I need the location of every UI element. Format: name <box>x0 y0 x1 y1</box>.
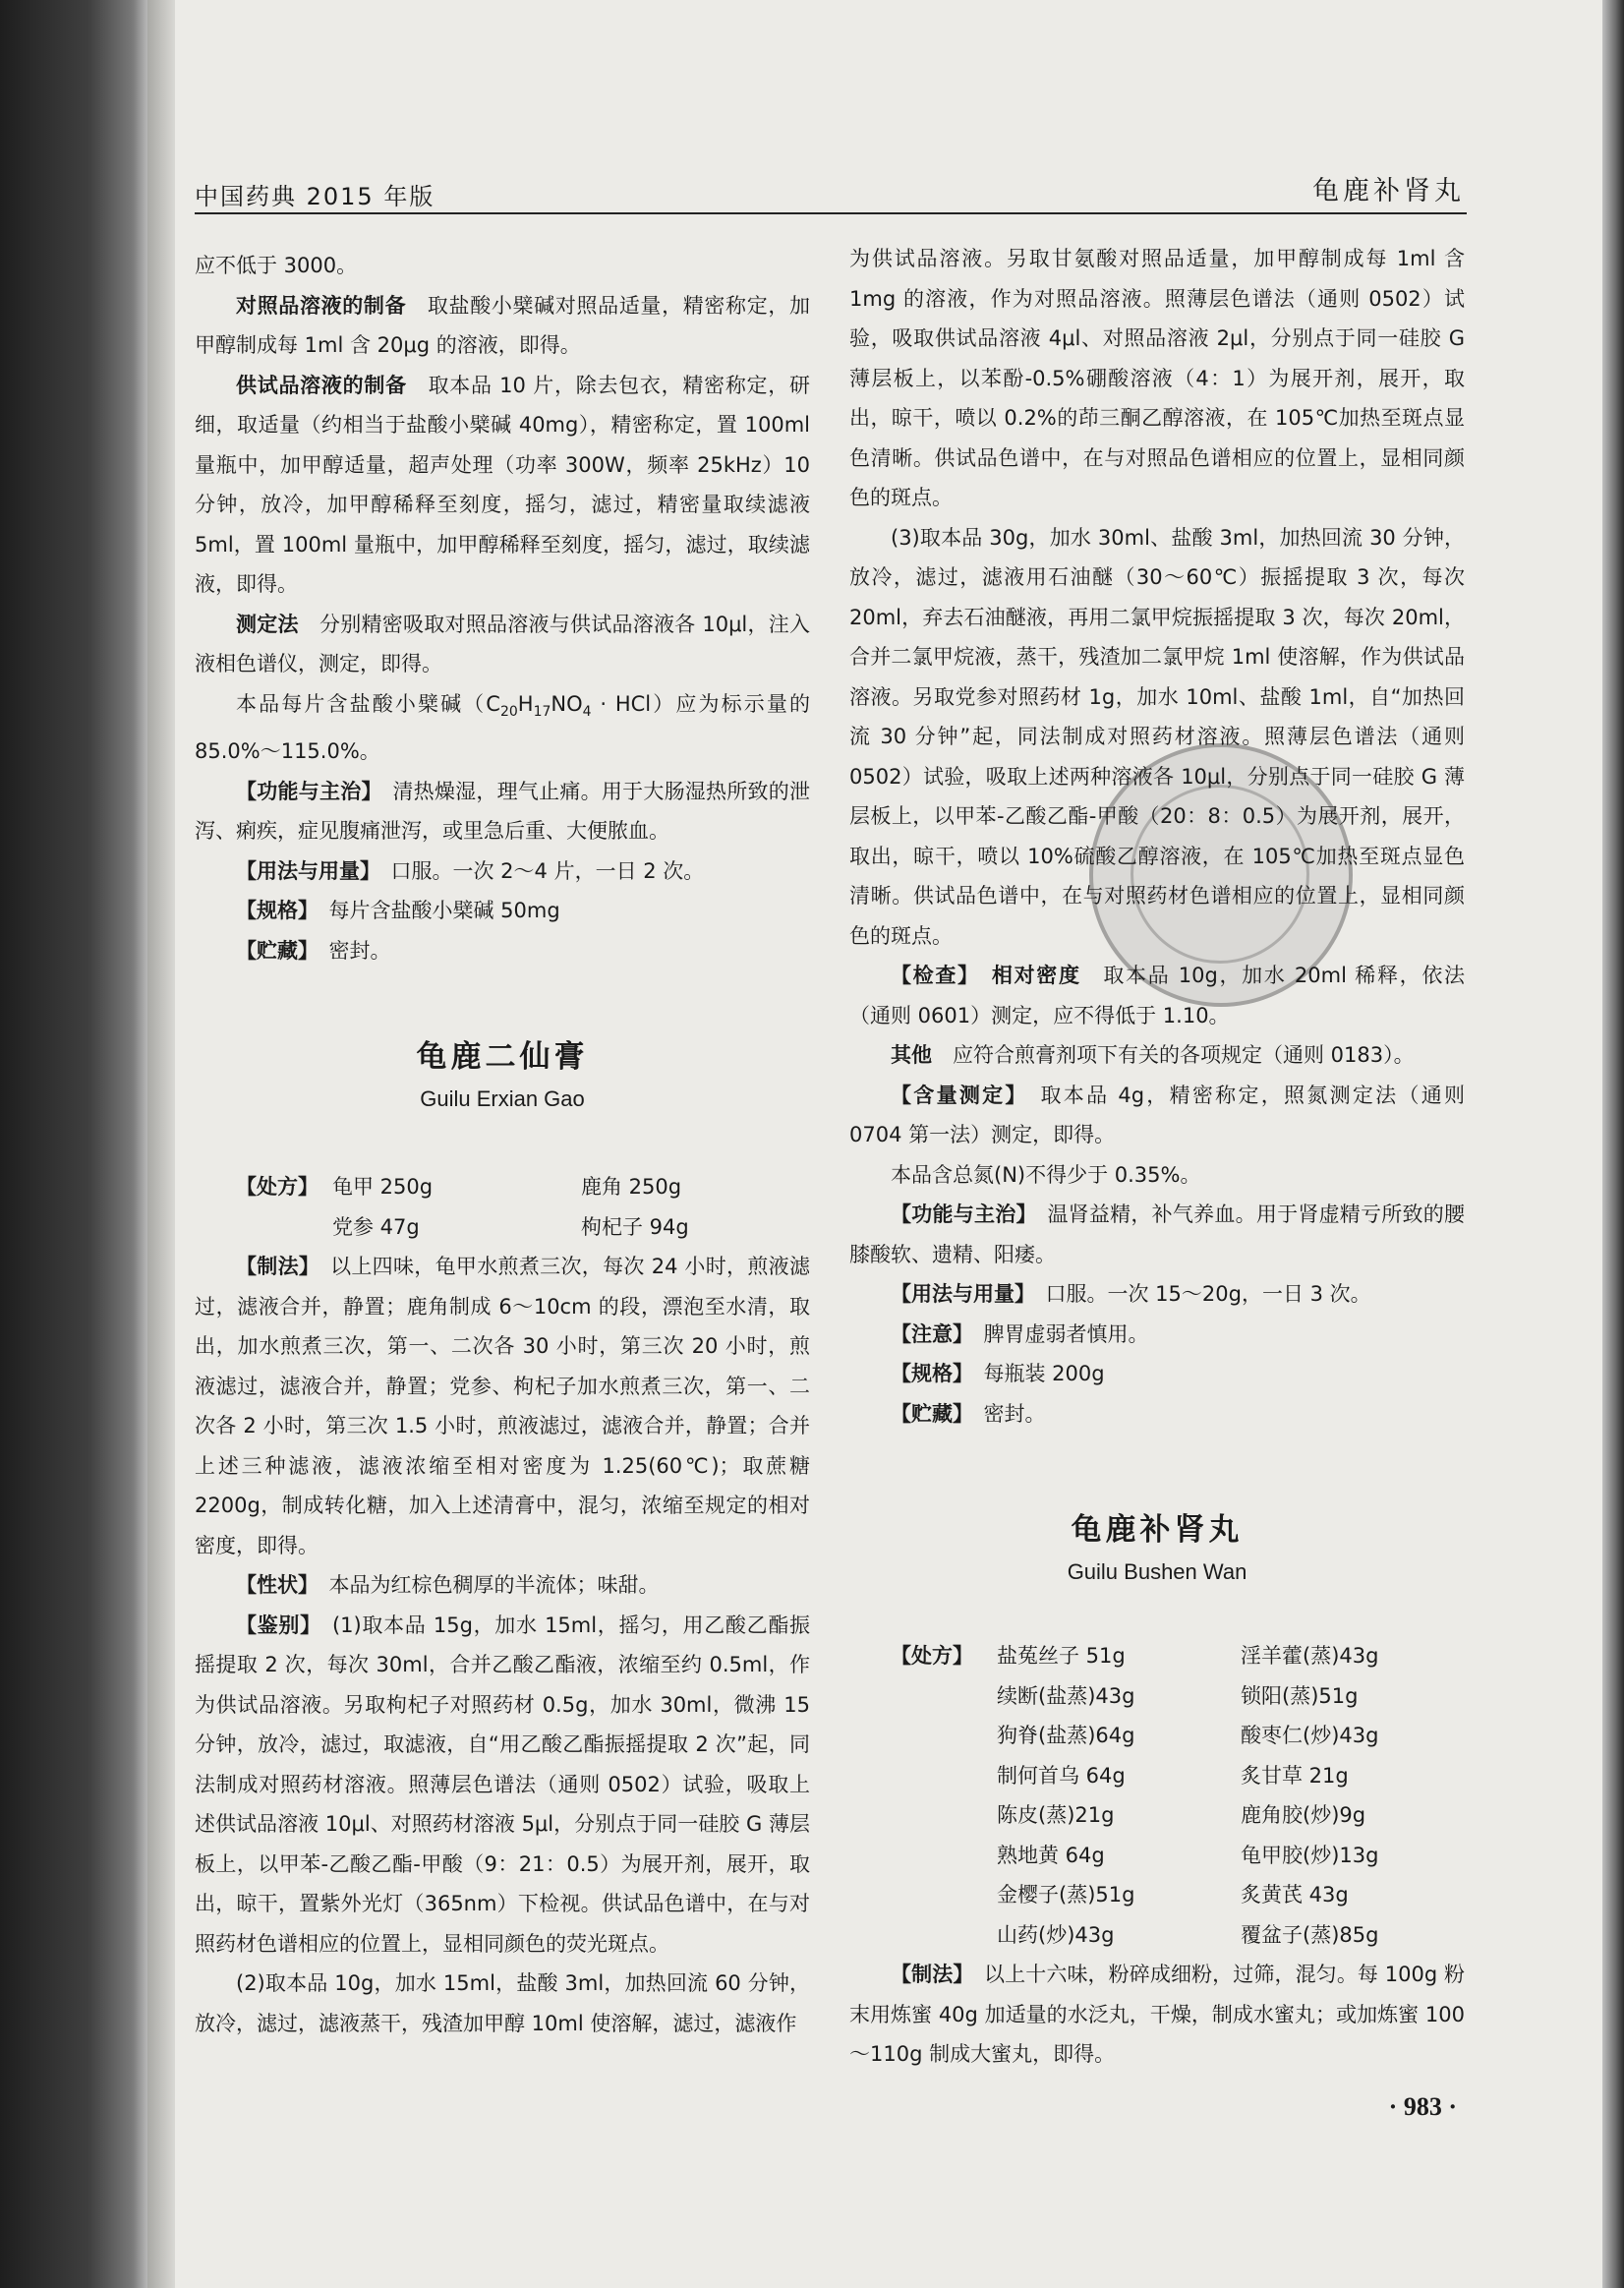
ingredient: 龟甲胶(炒)13g <box>1241 1843 1379 1867</box>
paragraph <box>849 1274 1465 1315</box>
section-text: 口服。一次 2～4 片，一日 2 次。 <box>390 858 705 883</box>
ingredient: 陈皮(蒸)21g <box>997 1803 1115 1827</box>
ingredient: 续断(盐蒸)43g <box>997 1683 1135 1708</box>
section-text: 脾胃虚弱者慎用。 <box>983 1321 1149 1346</box>
section-text: 密封。 <box>983 1401 1046 1426</box>
paragraph <box>195 1606 810 1965</box>
section-label: 【处方】 <box>236 1175 319 1200</box>
subscript: 20 <box>499 703 518 720</box>
section-text: 取本品 4g，精密称定，照氮测定法（通则 0704 第一法）测定，即得。 <box>849 1083 1466 1146</box>
ingredient: 金樱子(蒸)51g <box>997 1883 1135 1907</box>
section-label: 【规格】 <box>236 899 309 923</box>
monograph-title-block <box>849 1506 1465 1591</box>
section-label: 【功能与主治】 <box>891 1203 1027 1226</box>
ingredient: 盐菟丝子 51g <box>997 1644 1126 1668</box>
text-run: NO <box>551 691 583 716</box>
section-text: 温肾益精，补气养血。用于肾虚精亏所致的腰膝酸软、遗精、阳痿。 <box>849 1203 1466 1266</box>
section-text: 以上四味，龟甲水煎煮三次，每次 24 小时，煎液滤过，滤液合并，静置；鹿角制成 6～10cm 的段，漂泡至水清，取出，加水煎煮三次，第一、二次各 30 小时，第三次 20 小时，煎液滤过，滤液合并，静置；党参、枸杞子加水煎煮三次，第一、二次各 2 小时，第三次 1.5 小时，煎液滤过，滤液合并，静置；合并上述三种滤液，滤液浓缩至相对密度为 1.25(60℃)；取蔗糖 2200g，制成转化糖，加入上述清膏中，混匀，浓缩至规定的相对密度，即得。 <box>195 1255 810 1557</box>
section-label: 【含量测定】 <box>891 1083 1018 1107</box>
prescription-list <box>332 1167 810 1247</box>
ingredient: 党参 47g <box>332 1214 420 1239</box>
ingredient: 酸枣仁(炒)43g <box>1241 1724 1379 1747</box>
ingredient: 鹿角 250g <box>581 1175 682 1200</box>
section-text: 应符合煎膏剂项下有关的各项规定（通则 0183）。 <box>953 1043 1415 1067</box>
section-label: 【用法与用量】 <box>236 858 371 883</box>
ingredient: 炙黄芪 43g <box>1241 1883 1349 1907</box>
paragraph <box>849 1354 1465 1394</box>
paragraph <box>849 1315 1465 1355</box>
section-label: 对照品溶液的制备 <box>236 293 407 318</box>
paragraph <box>195 772 810 851</box>
section-label: 【贮藏】 <box>236 938 309 963</box>
ingredient: 覆盆子(蒸)85g <box>1241 1922 1379 1947</box>
paragraph <box>195 1565 810 1606</box>
paragraph <box>195 605 810 684</box>
section-text: 密封。 <box>328 938 391 963</box>
paragraph: 应不低于 3000。 <box>195 254 358 277</box>
paragraph: (2)取本品 10g，加水 15ml，盐酸 3ml，加热回流 60 分钟，放冷，滤过，滤液蒸干，残渣加甲醇 10ml 使溶解，滤过，滤液作 <box>195 1971 810 2035</box>
paragraph <box>195 366 810 605</box>
ingredient: 龟甲 250g <box>332 1175 434 1200</box>
section-label: 【性状】 <box>236 1573 309 1598</box>
section-text: 取盐酸小檗碱对照品适量，精密称定，加甲醇制成每 1ml 含 20μg 的溶液，即得。 <box>195 293 811 357</box>
section-label: 【处方】 <box>891 1644 973 1668</box>
section-text: 取本品 10g，加水 20ml 稀释，依法（通则 0601）测定，应不得低于 1.10。 <box>849 964 1466 1027</box>
paragraph <box>195 1247 810 1565</box>
monograph-title: 龟鹿二仙膏 <box>416 1039 589 1076</box>
ingredient: 山药(炒)43g <box>997 1922 1115 1947</box>
monograph-title-pinyin: Guilu Bushen Wan <box>1067 1559 1247 1584</box>
paragraph <box>195 684 810 772</box>
ingredient: 锁阳(蒸)51g <box>1241 1683 1359 1708</box>
paragraph <box>849 1394 1465 1435</box>
section-label: 【检查】 <box>891 964 970 987</box>
monograph-title-block <box>195 1033 810 1118</box>
section-label: 【制法】 <box>236 1255 310 1279</box>
ingredient: 制何首乌 64g <box>997 1763 1126 1788</box>
ingredient: 炙甘草 21g <box>1241 1763 1349 1788</box>
paragraph <box>195 851 810 892</box>
section-text: 以上十六味，粉碎成细粉，过筛，混匀。每 100g 粉末用炼蜜 40g 加适量的水泛丸，干燥，制成水蜜丸；或加炼蜜 100～110g 制成大蜜丸，即得。 <box>849 1963 1466 2066</box>
section-label: 【规格】 <box>891 1362 963 1385</box>
section-label: 【功能与主治】 <box>236 779 373 803</box>
scan-left-edge <box>0 0 147 2288</box>
section-text: 本品为红棕色稠厚的半流体；味甜。 <box>328 1573 660 1598</box>
section-text: 口服。一次 15～20g，一日 3 次。 <box>1045 1282 1371 1306</box>
section-text: (1)取本品 15g，加水 15ml，摇匀，用乙酸乙酯振摇提取 2 次，每次 30ml，合并乙酸乙酯液，浓缩至约 0.5ml，作为供试品溶液。另取枸杞子对照药材 0.5g，加水 30ml，微沸 15 分钟，放冷，滤过，取滤液，自“用乙酸乙酯振摇提取 2 次”起，同法制成对照药材溶液。照薄层色谱法（通则 0502）试验，吸取上述供试品溶液 10μl、对照药材溶液 5μl，分别点于同一硅胶 G 薄层板上，以甲苯-乙酸乙酯-甲酸（9：21：0.5）为展开剂，展开，取出，晾干，置紫外光灯（365nm）下检视。供试品色谱中，在与对照药材色谱相应的位置上，显相同颜色的荧光斑点。 <box>195 1613 811 1956</box>
paragraph <box>849 1195 1465 1274</box>
section-text: 每瓶装 200g <box>983 1362 1105 1385</box>
section-text: 清热燥湿，理气止痛。用于大肠湿热所致的泄泻、痢疾，症见腹痛泄泻，或里急后重、大便脓血。 <box>195 779 811 844</box>
section-label: 【制法】 <box>891 1963 963 1986</box>
paragraph <box>195 891 810 931</box>
scan-right-edge <box>1602 0 1624 2288</box>
section-label: 【鉴别】 <box>236 1613 312 1637</box>
paragraph: (3)取本品 30g，加水 30ml、盐酸 3ml，加热回流 30 分钟，放冷，滤过，滤液用石油醚（30～60℃）振摇提取 3 次，每次 20ml，弃去石油醚液，再用二氯甲烷振摇提取 3 次，每次 20ml，合并二氯甲烷液，蒸干，残渣加二氯甲烷 1ml 使溶解，作为供试品溶液。另取党参对照药材 1g，加水 10ml、盐酸 1ml，自“加热回流 30 分钟”起，同法制成对照药材溶液。照薄层色谱法（通则 0502）试验，吸取上述两种溶液各 10μl，分别点于同一硅胶 G 薄层板上，以甲苯-乙酸乙酯-甲酸（20：8：0.5）为展开剂，展开，取出，晾干，喷以 10%硫酸乙醇溶液，在 105℃加热至斑点显色清晰。供试品色谱中，在与对照药材色谱相应的位置上，显相同颜色的斑点。 <box>849 525 1465 948</box>
paragraph: 本品含总氮(N)不得少于 0.35%。 <box>891 1162 1201 1187</box>
running-header-left: 中国药典 2015 年版 <box>195 183 435 210</box>
ingredient: 熟地黄 64g <box>997 1843 1105 1867</box>
section-label: 测定法 <box>236 612 299 636</box>
ingredient: 鹿角胶(炒)9g <box>1241 1803 1366 1827</box>
section-label: 【注意】 <box>891 1321 963 1346</box>
paragraph <box>849 1955 1465 2075</box>
prescription-block <box>195 1167 810 1247</box>
paragraph <box>849 956 1465 1035</box>
prescription-block <box>849 1636 1465 1955</box>
left-column <box>195 246 810 2043</box>
text-run: H <box>517 691 534 716</box>
running-header-right: 龟鹿补肾丸 <box>1312 176 1465 206</box>
subscript: 4 <box>582 703 592 720</box>
monograph-title: 龟鹿补肾丸 <box>1071 1512 1244 1548</box>
section-label: 其他 <box>891 1043 932 1067</box>
section-label: 【贮藏】 <box>891 1401 963 1426</box>
section-text: 分别精密吸取对照品溶液与供试品溶液各 10μl，注入液相色谱仪，测定，即得。 <box>195 612 811 675</box>
paragraph <box>849 1076 1465 1155</box>
section-label: 【用法与用量】 <box>891 1282 1025 1306</box>
section-label: 供试品溶液的制备 <box>236 373 407 397</box>
ingredient: 狗脊(盐蒸)64g <box>997 1724 1135 1747</box>
text-run: 本品每片含盐酸小檗碱（C <box>236 691 500 716</box>
paragraph <box>195 286 810 366</box>
page-gutter <box>147 0 175 2288</box>
monograph-title-pinyin: Guilu Erxian Gao <box>420 1086 585 1112</box>
paragraph <box>195 931 810 971</box>
ingredient: 枸杞子 94g <box>581 1214 689 1239</box>
page-number: · 983 · <box>1388 2092 1457 2121</box>
paragraph <box>849 1035 1465 1076</box>
header-rule <box>195 212 1467 214</box>
right-column <box>849 239 1465 2075</box>
ingredient: 淫羊藿(蒸)43g <box>1241 1644 1379 1668</box>
prescription-list <box>997 1636 1465 1955</box>
paragraph: 为供试品溶液。另取甘氨酸对照品适量，加甲醇制成每 1ml 含 1mg 的溶液，作为对照品溶液。照薄层色谱法（通则 0502）试验，吸取供试品溶液 4μl、对照品溶液 2μl，分别点于同一硅胶 G 薄层板上，以苯酚-0.5%硼酸溶液（4：1）为展开剂，展开，取出，晾干，喷以 0.2%的茚三酮乙醇溶液，在 105℃加热至斑点显色清晰。供试品色谱中，在与对照品色谱相应的位置上，显相同颜色的斑点。 <box>849 247 1465 509</box>
subscript: 17 <box>533 703 551 720</box>
section-text: 每片含盐酸小檗碱 50mg <box>328 899 560 923</box>
subsection-label: 相对密度 <box>991 964 1081 987</box>
section-text: 取本品 10 片，除去包衣，精密称定，研细，取适量（约相当于盐酸小檗碱 40mg），精密称定，置 100ml 量瓶中，加甲醇适量，超声处理（功率 300W，频率 25kHz）10 分钟，放冷，加甲醇稀释至刻度，摇匀，滤过，精密量取续滤液 5ml，置 100ml 量瓶中，加甲醇稀释至刻度，摇匀，滤过，取续滤液，即得。 <box>195 373 811 596</box>
text-run: · HCl）应为标示量的 85.0%～115.0%。 <box>195 691 810 764</box>
